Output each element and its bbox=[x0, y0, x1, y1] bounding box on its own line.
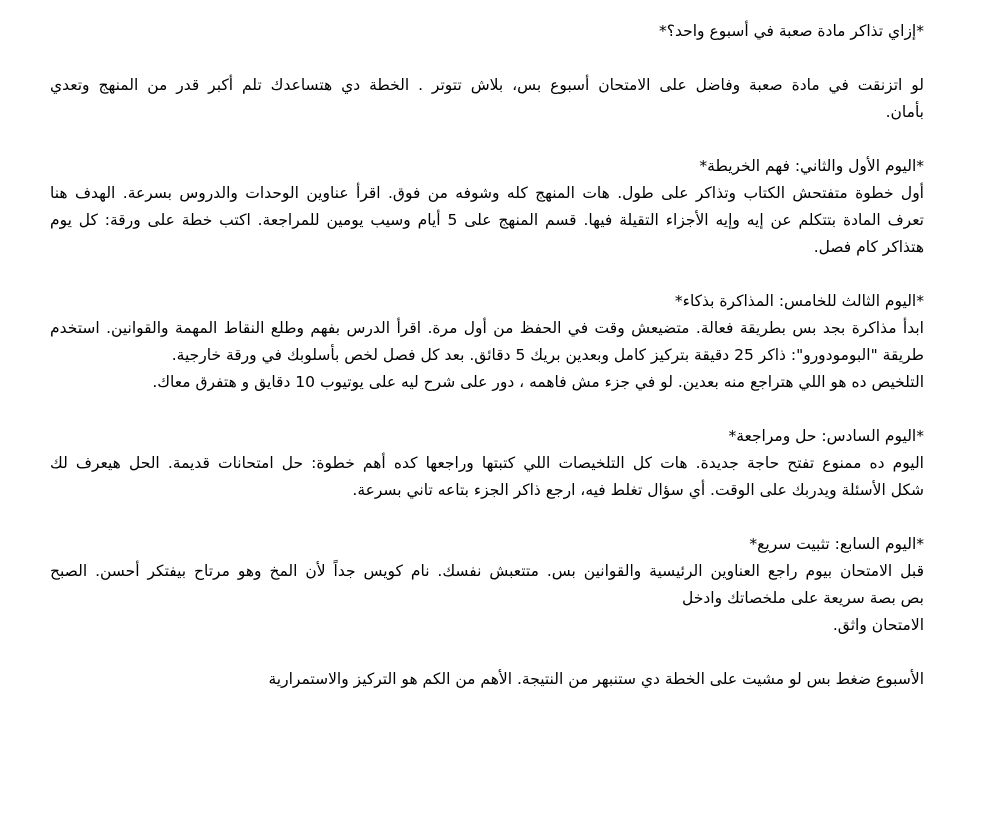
section-line: التلخيص ده هو اللي هتراجع منه بعدين. لو في جزء مش فاهمه ، دور على شرح ليه على يوتيوب 10 دقايق و هتفرق معاك. bbox=[152, 373, 924, 391]
intro-line: بأمان. bbox=[885, 103, 924, 121]
section-line: أول خطوة متفتحش الكتاب وتذاكر على طول. هات المنهج كله وشوفه من فوق. اقرأ عناوين الوحدات والدروس بسرعة. الهدف هنا bbox=[50, 184, 924, 202]
closing-line: الأسبوع ضغط بس لو مشيت على الخطة دي ستنبهر من النتيجة. الأهم من الكم هو التركيز والاستمرارية bbox=[268, 670, 924, 688]
section-line: طريقة "البومودورو": ذاكر 25 دقيقة بتركيز كامل وبعدين بريك 5 دقائق. بعد كل فصل لخص بأسلوبك في ورقة خارجية. bbox=[171, 346, 924, 364]
document-title-block bbox=[50, 18, 924, 45]
section-line: الامتحان واثق. bbox=[832, 616, 924, 634]
section-line: بص بصة سريعة على ملخصاتك وادخل bbox=[682, 589, 924, 607]
section-day-6 bbox=[50, 423, 924, 504]
section-line: اليوم ده ممنوع تفتح حاجة جديدة. هات كل التلخيصات اللي كتبتها وراجعها كده أهم خطوة: حل امتحانات قديمة. الحل هيعرف لك bbox=[50, 454, 924, 472]
section-days-1-2 bbox=[50, 153, 924, 261]
section-heading: *اليوم السادس: حل ومراجعة* bbox=[728, 427, 924, 445]
section-heading: *اليوم السابع: تثبيت سريع* bbox=[749, 535, 924, 553]
intro-line: لو اتزنقت في مادة صعبة وفاضل على الامتحان أسبوع بس، بلاش تتوتر . الخطة دي هتساعدك تلم أكبر قدر من المنهج وتعدي bbox=[50, 76, 924, 94]
section-line: شكل الأسئلة ويدربك على الوقت. أي سؤال تغلط فيه، ارجع ذاكر الجزء بتاعه تاني بسرعة. bbox=[352, 481, 924, 499]
section-line: قبل الامتحان بيوم راجع العناوين الرئيسية والقوانين بس. متتعبش نفسك. نام كويس جداً لأن المخ وهو مرتاح بيفتكر أحسن. الصبح bbox=[50, 562, 924, 580]
section-line: هتذاكر كام فصل. bbox=[813, 238, 924, 256]
document-title: *إزاي تذاكر مادة صعبة في أسبوع واحد؟* bbox=[659, 22, 924, 40]
document-page bbox=[50, 18, 924, 720]
closing-paragraph bbox=[50, 666, 924, 693]
section-days-3-5 bbox=[50, 288, 924, 396]
section-line: ابدأ مذاكرة بجد بس بطريقة فعالة. متضيعش وقت في الحفظ من أول مرة. اقرأ الدرس بفهم وطلع النقاط المهمة والقوانين. استخدم bbox=[50, 319, 924, 337]
section-heading: *اليوم الأول والثاني: فهم الخريطة* bbox=[699, 157, 924, 175]
intro-paragraph bbox=[50, 72, 924, 126]
section-day-7 bbox=[50, 531, 924, 639]
section-line: تعرف المادة بتتكلم عن إيه وإيه الأجزاء التقيلة فيها. قسم المنهج على 5 أيام وسيب يومين للمراجعة. اكتب خطة على ورقة: كل يوم bbox=[50, 211, 924, 229]
section-heading: *اليوم الثالث للخامس: المذاكرة بذكاء* bbox=[674, 292, 924, 310]
